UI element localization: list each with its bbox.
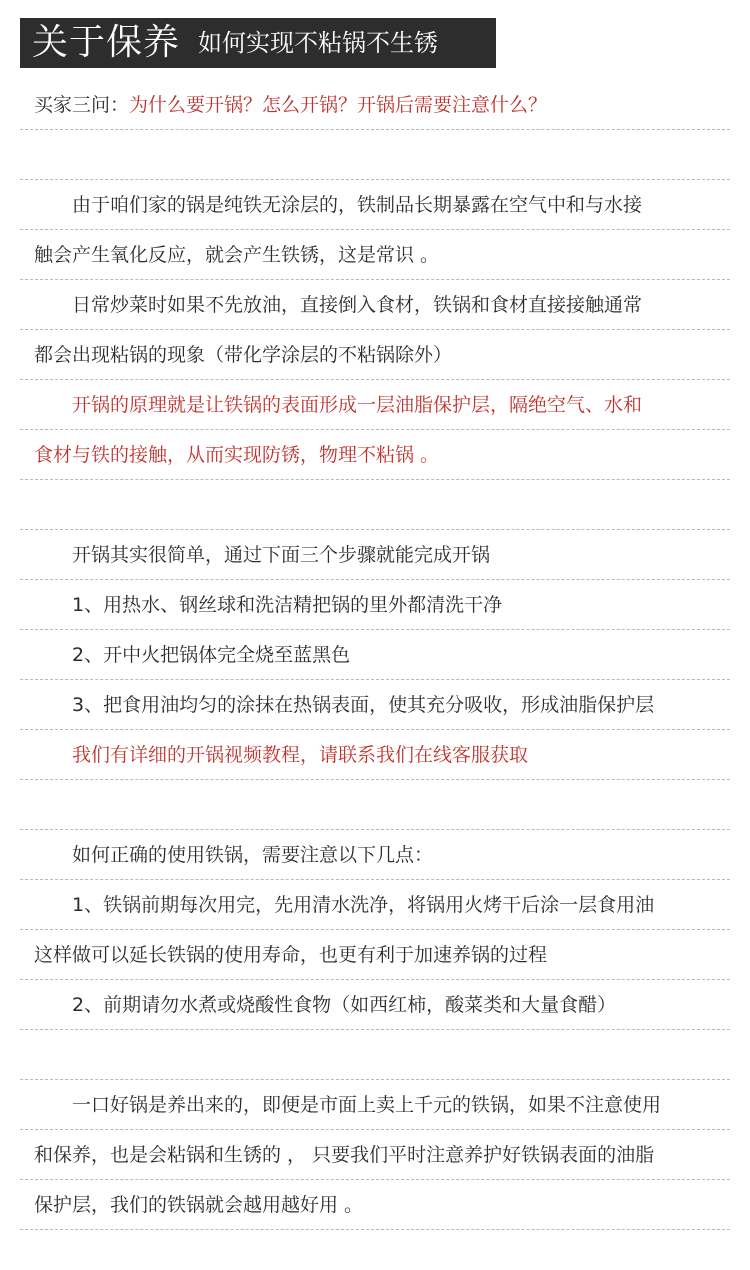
text-line: 触会产生氧化反应，就会产生铁锈，这是常识 。 (20, 230, 730, 280)
text-line: 一口好锅是养出来的，即便是市面上卖上千元的铁锅，如果不注意使用 (20, 1080, 730, 1130)
text-line: 开锅的原理就是让铁锅的表面形成一层油脂保护层，隔绝空气、水和 (20, 380, 730, 430)
blank-line (20, 1030, 730, 1080)
text-line: 食材与铁的接触，从而实现防锈，物理不粘锅 。 (20, 430, 730, 480)
blank-line (20, 780, 730, 830)
question-label: 买家三问： (34, 94, 130, 116)
text-line: 和保养，也是会粘锅和生锈的 ， 只要我们平时注意养护好铁锅表面的油脂 (20, 1130, 730, 1180)
text-line: 1、用热水、钢丝球和洗洁精把锅的里外都清洗干净 (20, 580, 730, 630)
text-line: 都会出现粘锅的现象（带化学涂层的不粘锅除外） (20, 330, 730, 380)
text-line: 日常炒菜时如果不先放油，直接倒入食材，铁锅和食材直接接触通常 (20, 280, 730, 330)
section-title: 关于保养 (32, 22, 181, 63)
text-line: 如何正确的使用铁锅，需要注意以下几点： (20, 830, 730, 880)
text-line: 2、前期请勿水煮或烧酸性食物（如西红柿，酸菜类和大量食醋） (20, 980, 730, 1030)
section-subtitle: 如何实现不粘锅不生锈 (198, 29, 439, 57)
text-line: 由于咱们家的锅是纯铁无涂层的，铁制品长期暴露在空气中和与水接 (20, 180, 730, 230)
blank-line (20, 130, 730, 180)
text-line: 1、铁锅前期每次用完，先用清水洗净，将锅用火烤干后涂一层食用油 (20, 880, 730, 930)
text-line: 我们有详细的开锅视频教程，请联系我们在线客服获取 (20, 730, 730, 780)
section-header (20, 18, 496, 68)
text-line: 这样做可以延长铁锅的使用寿命，也更有利于加速养锅的过程 (20, 930, 730, 980)
text-line: 开锅其实很简单，通过下面三个步骤就能完成开锅 (20, 530, 730, 580)
blank-line (20, 480, 730, 530)
text-line: 保护层，我们的铁锅就会越用越好用 。 (20, 1180, 730, 1230)
question-text: 为什么要开锅？怎么开锅？开锅后需要注意什么？ (129, 94, 548, 116)
text-line: 2、开中火把锅体完全烧至蓝黑色 (20, 630, 730, 680)
buyer-question-line (20, 80, 730, 130)
text-line: 3、把食用油均匀的涂抹在热锅表面，使其充分吸收，形成油脂保护层 (20, 680, 730, 730)
